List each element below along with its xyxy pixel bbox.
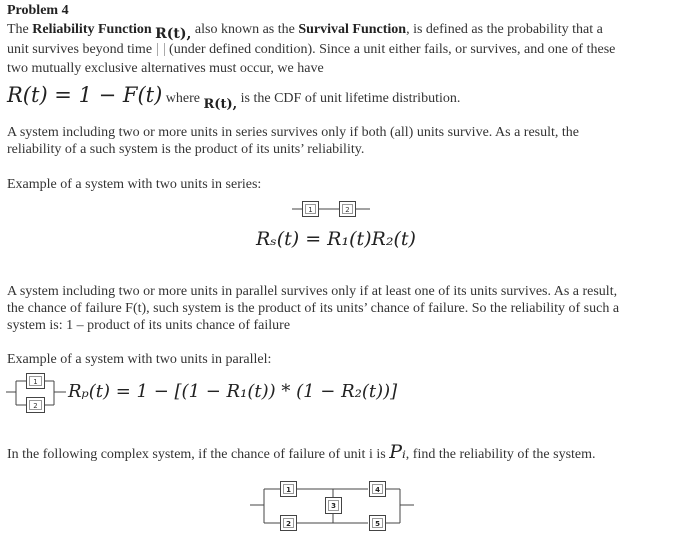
parallel-unit-label-1: 1 [33, 378, 38, 386]
series-text-line-1: A system including two or more units in series survives only if both (all) units survive. As a result, the [7, 125, 579, 140]
complex-diagram [248, 478, 418, 536]
intro-also: also known as the [191, 22, 299, 37]
series-unit-label-2: 2 [345, 206, 350, 214]
term-reliability-function: Reliability Function [32, 22, 152, 37]
formula-sym: R(t), [203, 97, 238, 112]
formula-lhs: R(t) = 1 − F(t) [7, 83, 163, 107]
series-formula: Rₛ(t) = R₁(t)R₂(t) [256, 228, 416, 250]
series-text-line-2: reliability of a such system is the product of its units’ reliability. [7, 142, 365, 157]
parallel-text-line-3: system is: 1 – product of its units chance of failure [7, 318, 291, 333]
series-diagram [292, 198, 374, 220]
intro-line-2 [7, 41, 615, 58]
parallel-text-line-1: A system including two or more units in parallel survives only if at least one of its units survives. As a result, [7, 284, 618, 299]
complex-text-before: In the following complex system, if the chance of failure of unit i is [7, 447, 386, 462]
series-unit-label-1: 1 [308, 206, 313, 214]
formula-reliability-cdf [7, 83, 461, 112]
intro-line-3: two mutually exclusive alternatives must occur, we have [7, 61, 324, 76]
complex-unit-label-4: 4 [375, 486, 380, 494]
formula-where: where [165, 91, 200, 106]
problem-title: Problem 4 [7, 3, 69, 18]
complex-unit-label-2: 2 [286, 520, 291, 528]
parallel-unit-label-2: 2 [33, 402, 38, 410]
parallel-diagram [4, 369, 68, 415]
complex-unit-label-1: 1 [286, 486, 291, 494]
parallel-formula: Rₚ(t) = 1 − [(1 − R₁(t)) * (1 − R₂(t))] [68, 381, 398, 402]
complex-unit-label-3: 3 [331, 502, 336, 510]
intro-line-1 [7, 21, 603, 42]
formula-rest: is the CDF of unit lifetime distribution. [240, 91, 461, 106]
complex-symbol-pi: Pᵢ [389, 441, 406, 463]
parallel-example-label: Example of a system with two units in parallel: [7, 352, 272, 367]
intro-rest: , is defined as the probability that a [406, 22, 603, 37]
symbol-r-t: R(t), [155, 26, 192, 42]
term-survival-function: Survival Function [298, 22, 407, 37]
parallel-text-line-2: the chance of failure F(t), such system is the product of its units’ chance of failure. So the reliability of such a [7, 301, 620, 316]
intro-line2a: unit survives beyond time [7, 42, 153, 57]
time-symbol-placeholder [157, 43, 165, 56]
intro-the: The [7, 22, 33, 37]
complex-text-after: , find the reliability of the system. [405, 447, 596, 462]
series-example-label: Example of a system with two units in series: [7, 177, 262, 192]
complex-text [7, 441, 596, 463]
intro-line2b: (under defined condition). Since a unit either fails, or survives, and one of these [165, 42, 616, 57]
complex-unit-label-5: 5 [375, 520, 380, 528]
